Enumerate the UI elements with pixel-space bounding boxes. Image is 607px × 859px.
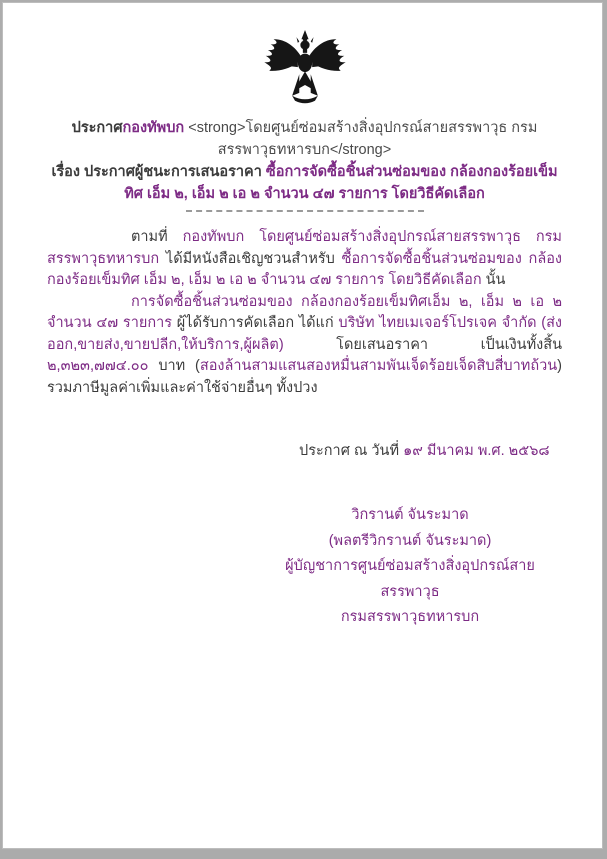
- paragraph-reference: [47, 227, 562, 292]
- paragraph-result: [47, 292, 562, 400]
- para2-amount-words-purple: สองล้านสามแสนสองหมื่นสามพันเจ็ดร้อยเจ็ดสิบสี่บาทถ้วน: [199, 358, 558, 374]
- signer-position-line1: ผู้บัญชาการศูนย์ซ่อมสร้างสิ่งอุปกรณ์สายสรรพาวุธ: [285, 558, 535, 600]
- subject-value: ซื้อการจัดซื้อชิ้นส่วนซ่อมของ กล้องกองร้อยเข็มทิศ เอ็ม ๒, เอ็ม ๒ เอ ๒ จำนวน ๔๗ รายการ โดยวิธีคัดเลือก: [124, 164, 558, 202]
- para2-amount-purple: ๒,๓๒๓,๗๗๔.๐๐: [47, 358, 149, 374]
- dashed-separator: [186, 210, 424, 212]
- garuda-emblem-icon: [262, 30, 348, 110]
- announce-label: ประกาศ: [71, 120, 123, 136]
- title-block: [47, 117, 562, 205]
- signature-block: [279, 503, 541, 631]
- para2-seg-black: โดยเสนอราคา เป็นเงินทั้งสิ้น: [283, 336, 562, 353]
- org-name: กองทัพบก: [122, 120, 185, 136]
- date-value: ๑๙ มีนาคม พ.ศ. ๒๕๖๘: [403, 443, 550, 459]
- date-label: ประกาศ ณ วันที่: [299, 443, 404, 459]
- para2-seg-black: ) รวมภาษีมูลค่าเพิ่มและค่าใช้จ่ายอื่นๆ ทั้งปวง: [47, 358, 562, 396]
- para2-winner-purple: บริษัท ไทยเมเจอร์โปรเจค จำกัด (ส่งออก,ขายส่ง,ขายปลีก,ให้บริการ,ผู้ผลิต): [47, 315, 562, 353]
- emblem-container: [47, 30, 562, 114]
- para1-org-purple: กองทัพบก โดยศูนย์ซ่อมสร้างสิ่งอุปกรณ์สายสรรพาวุธ กรมสรรพาวุธทหารบก: [47, 229, 562, 267]
- body-text: [47, 227, 562, 399]
- org-suffix-literal-markup: <strong>โดยศูนย์ซ่อมสร้างสิ่งอุปกรณ์สายสรรพาวุธ กรมสรรพาวุธทหารบก</strong>: [184, 120, 538, 158]
- signer-name-with-rank: (พลตรีวิกรานต์ จันระมาด): [328, 532, 492, 549]
- page-bottom-edge: [0, 850, 607, 859]
- para1-seg-black: นั้น: [481, 272, 506, 288]
- para2-seg-black: บาท (: [148, 358, 200, 374]
- signer-name: วิกรานต์ จันระมาด: [351, 507, 469, 523]
- para2-seg-black: ผู้ได้รับการคัดเลือก ได้แก่: [172, 315, 339, 331]
- signer-position-line2: กรมสรรพาวุธทหารบก: [340, 609, 480, 625]
- announcement-date-line: [47, 441, 562, 462]
- subject-label: เรื่อง ประกาศผู้ชนะการเสนอราคา: [51, 164, 266, 180]
- para2-project-purple: การจัดซื้อชิ้นส่วนซ่อมของ กล้องกองร้อยเข็มทิศเอ็ม ๒, เอ็ม ๒ เอ ๒ จำนวน ๔๗ รายการ: [47, 293, 562, 331]
- para1-seg-black: ตามที่: [131, 229, 183, 245]
- para1-seg-black: ได้มีหนังสือเชิญชวนสำหรับ: [159, 250, 342, 267]
- announcement-page: [2, 2, 603, 849]
- para1-project-purple: ซื้อการจัดซื้อชิ้นส่วนซ่อมของ กล้องกองร้อยเข็มทิศ เอ็ม ๒, เอ็ม ๒ เอ ๒ จำนวน ๔๗ รายการ โดยวิธีคัดเลือก: [47, 250, 562, 288]
